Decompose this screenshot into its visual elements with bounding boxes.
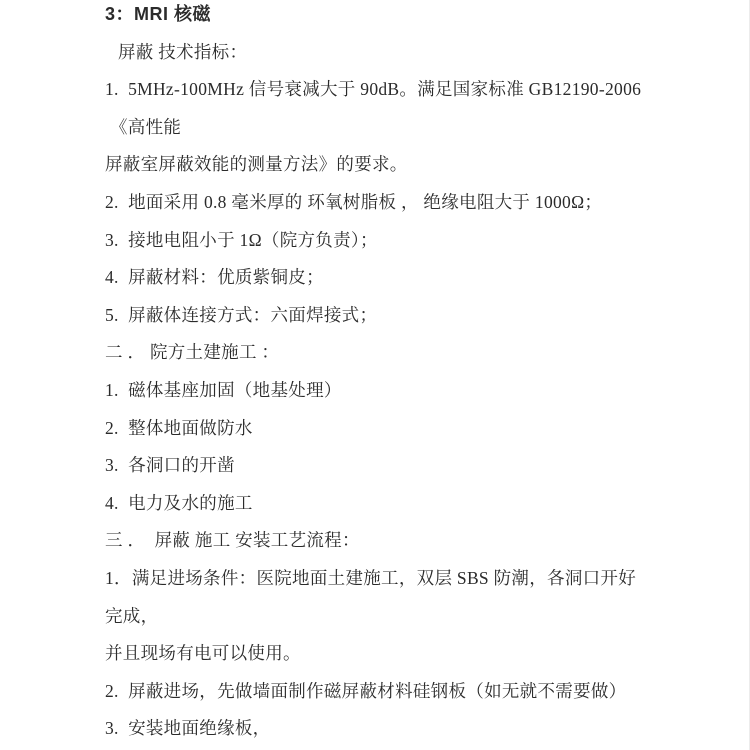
doc-line: 3. 安装地面绝缘板， <box>105 718 271 739</box>
doc-line: 3. 各洞口的开凿 <box>105 455 235 476</box>
doc-line: 1．满足进场条件：医院地面土建施工，双层 SBS 防潮，各洞口开好 <box>105 567 637 588</box>
doc-line: 1. 磁体基座加固（地基处理） <box>105 379 342 400</box>
doc-section-heading: 三 ． 屏蔽 施工 安装工艺流程： <box>105 530 360 551</box>
doc-line: 4. 屏蔽材料：优质紫铜皮； <box>105 267 324 288</box>
doc-line: 2. 地面采用 0.8 毫米厚的 环氧树脂板 ， 绝缘电阻大于 1000Ω； <box>105 191 603 212</box>
doc-line: 《高性能 <box>110 116 182 137</box>
doc-line: 并且现场有电可以使用。 <box>105 643 301 664</box>
doc-heading: 3：MRI 核磁 <box>105 4 212 24</box>
doc-line: 4. 电力及水的施工 <box>105 492 253 513</box>
doc-line: 2. 整体地面做防水 <box>105 417 253 438</box>
doc-section-heading: 二 ． 院方土建施工 ： <box>105 342 280 363</box>
doc-line: 完成， <box>105 605 159 626</box>
doc-line: 1. 5MHz-100MHz 信号衰减大于 90dB。满足国家标准 GB12190-2006 <box>105 79 642 100</box>
doc-line: 屏蔽室屏蔽效能的测量方法》的要求。 <box>105 154 408 175</box>
doc-line: 3. 接地电阻小于 1Ω（院方负责）； <box>105 229 378 250</box>
doc-line: 2. 屏蔽进场，先做墙面制作磁屏蔽材料硅钢板（如无就不需要做） <box>105 680 627 701</box>
doc-line: 5. 屏蔽体连接方式：六面焊接式； <box>105 304 378 325</box>
doc-line: 屏蔽 技术指标： <box>118 41 248 62</box>
